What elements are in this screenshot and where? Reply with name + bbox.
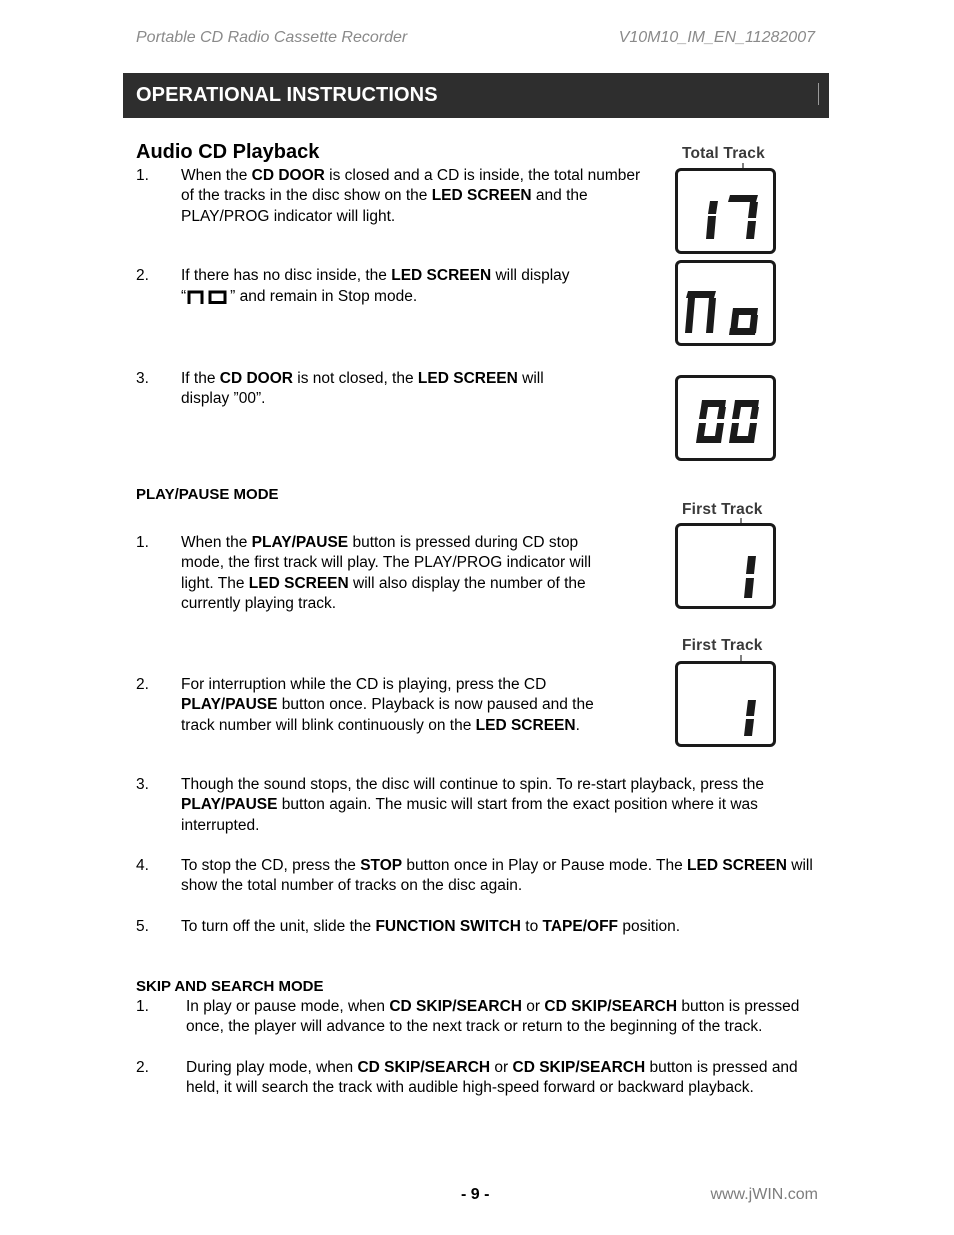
play-item-4-number: 4. [136,857,149,874]
audio-item-2-number: 2. [136,267,149,284]
text-segment: PLAY/PAUSE [181,796,278,814]
lcd-display-door-open [675,375,776,461]
text-segment: To stop the CD, press the [181,857,361,874]
text-segment: and the PLAY/PROG indicator will light. [181,187,588,225]
lcd-digit-1-icon [678,526,773,606]
first-track-label-1: First Track [682,501,763,518]
text-segment: During play mode, when [186,1059,358,1076]
lcd-display-first-track [675,523,776,609]
play-item-2-number: 2. [136,676,149,693]
text-segment: LED SCREEN [687,857,787,874]
text-segment: button again. The music will start from the exact position where it was interrupted. [181,796,758,834]
text-segment: position. [618,918,681,935]
inline-no-display-icon [186,288,230,306]
audio-item-1-number: 1. [136,167,149,184]
text-segment: will display ”00”. [181,370,544,408]
text-segment: STOP [360,857,403,874]
banner-title: OPERATIONAL INSTRUCTIONS [136,84,438,106]
play-item-1-number: 1. [136,534,149,551]
text-segment: For interruption while the CD is playing, press the CD [181,676,547,693]
play-item-1-text [181,533,621,614]
audio-item-2-tail: ” and remain in Stop mode. [230,288,418,305]
lcd-digit-1-paused-icon [678,664,773,744]
text-segment: FUNCTION SWITCH [375,918,521,935]
total-track-label: Total Track [682,145,765,162]
quote-open: “ [181,288,187,305]
audio-item-2-line2 [181,287,417,307]
text-segment: . [575,716,580,734]
section-banner [123,73,829,118]
skip-item-2-number: 2. [136,1059,149,1076]
play-item-2-text [181,675,626,736]
play-item-4-text [181,856,821,897]
text-segment: PLAY/PAUSE [181,696,278,714]
lcd-display-paused [675,661,776,747]
text-segment: will display [491,267,570,284]
text-segment: CD DOOR [251,167,325,184]
text-segment: or [522,998,545,1015]
text-segment: LED SCREEN [248,574,349,592]
skip-item-1-text [186,997,811,1038]
lcd-display-total [675,168,776,254]
text-segment: CD DOOR [219,370,293,387]
text-segment: is closed and a CD is inside, the total number of the tracks in the disc show on the [181,167,641,205]
header-product-name: Portable CD Radio Cassette Recorder [136,29,408,46]
lcd-display-no-disc [675,260,776,346]
text-segment: button once in Play or Pause mode. The [402,857,688,874]
text-segment: button is pressed once, the player will advance to the next track or return to the beginning of the track. [186,998,800,1036]
text-segment: button is pressed and held, it will search the track with audible high-speed forward or backward playback. [186,1059,798,1097]
page-number: - 9 - [461,1186,490,1203]
skip-item-2-text [186,1058,816,1099]
text-segment: LED SCREEN [475,716,576,734]
text-segment: TAPE/OFF [542,918,619,935]
text-segment: LED SCREEN [417,370,518,387]
play-item-3-text [181,775,801,836]
text-segment: button is pressed during CD stop mode, the first track will play. The PLAY/PROG indicator will light. The [181,534,592,592]
audio-item-2-text [181,266,621,286]
audio-cd-title: Audio CD Playback [136,141,320,163]
text-segment: is not closed, the [292,370,418,387]
text-segment: PLAY/PAUSE [251,534,349,551]
text-segment: CD SKIP/SEARCH [357,1059,491,1076]
audio-item-3-text [181,369,576,410]
skip-item-1-number: 1. [136,998,149,1015]
lcd-digits-00-icon [678,378,773,458]
text-segment: When the [181,167,252,184]
text-segment: CD SKIP/SEARCH [544,998,678,1015]
lcd-digits-total-icon [678,171,773,251]
text-segment: CD SKIP/SEARCH [389,998,522,1015]
text-segment: LED SCREEN [431,187,532,205]
first-track-label-2: First Track [682,637,763,654]
header-doc-code: V10M10_IM_EN_11282007 [618,29,815,46]
text-segment: button once. Playback is now paused and the track number will blink continuously on the [181,696,594,734]
lcd-digits-no-icon [678,263,773,343]
text-segment: To turn off the unit, slide the [181,918,376,935]
text-segment: will also display the number of the currently playing track. [181,574,586,612]
text-segment: Though the sound stops, the disc will continue to spin. To re-start playback, press the [181,776,765,793]
text-segment: If there has no disc inside, the [181,267,392,284]
text-segment: or [490,1059,513,1076]
play-item-5-text [181,917,801,937]
text-segment: CD SKIP/SEARCH [512,1059,646,1076]
audio-item-1-text [181,166,646,227]
text-segment: to [520,918,543,935]
text-segment: If the [181,370,220,387]
audio-item-3-number: 3. [136,370,149,387]
play-item-3-number: 3. [136,776,149,793]
text-segment: will show the total number of tracks on the disc again. [181,857,813,895]
footer-website: www.jWIN.com [710,1186,818,1203]
skip-search-heading: SKIP AND SEARCH MODE [136,978,324,995]
text-segment: LED SCREEN [391,267,492,284]
play-item-5-number: 5. [136,918,149,935]
text-segment: In play or pause mode, when [186,998,390,1015]
text-segment: When the [181,534,252,551]
play-pause-heading: PLAY/PAUSE MODE [136,486,279,503]
